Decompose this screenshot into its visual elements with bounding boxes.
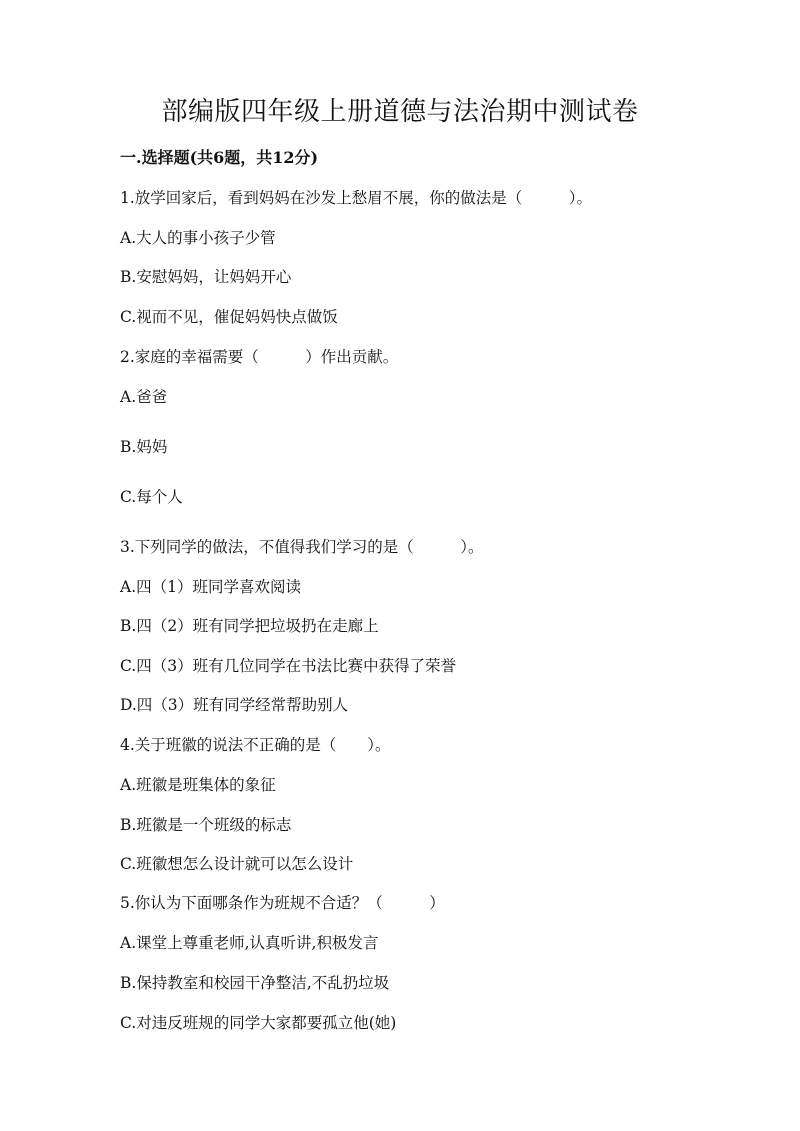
question-4-option-a: A.班徽是班集体的象征 — [120, 776, 276, 794]
question-2-option-b: B.妈妈 — [120, 438, 168, 456]
question-4-stem: 4.关于班徽的说法不正确的是（ ）。 — [120, 736, 391, 754]
question-3-option-b: B.四（2）班有同学把垃圾扔在走廊上 — [120, 617, 379, 635]
question-1-option-c: C.视而不见，催促妈妈快点做饭 — [120, 308, 338, 326]
question-4-option-c: C.班徽想怎么设计就可以怎么设计 — [120, 855, 354, 873]
question-2-option-a: A.爸爸 — [120, 388, 168, 406]
question-5-option-c: C.对违反班规的同学大家都要孤立他(她) — [120, 1014, 397, 1032]
question-5-stem: 5.你认为下面哪条作为班规不合适？（ ） — [120, 894, 445, 912]
question-3-stem: 3.下列同学的做法，不值得我们学习的是（ ）。 — [120, 538, 484, 556]
question-3-option-c: C.四（3）班有几位同学在书法比赛中获得了荣誉 — [120, 657, 457, 675]
question-2-option-c: C.每个人 — [120, 488, 183, 506]
question-3-option-d: D.四（3）班有同学经常帮助别人 — [120, 696, 349, 714]
question-3-option-a: A.四（1）班同学喜欢阅读 — [120, 578, 301, 596]
question-2-stem: 2.家庭的幸福需要（ ）作出贡献。 — [120, 348, 399, 366]
question-5-option-b: B.保持教室和校园干净整洁,不乱扔垃圾 — [120, 974, 390, 992]
section-header: 一.选择题(共6题，共12分) — [120, 148, 319, 167]
question-1-option-a: A.大人的事小孩子少管 — [120, 229, 276, 247]
question-1-option-b: B.安慰妈妈，让妈妈开心 — [120, 268, 292, 286]
page-title: 部编版四年级上册道德与法治期中测试卷 — [161, 97, 639, 127]
question-5-option-a: A.课堂上尊重老师,认真听讲,积极发言 — [120, 934, 379, 952]
question-4-option-b: B.班徽是一个班级的标志 — [120, 816, 292, 834]
question-1-stem: 1.放学回家后，看到妈妈在沙发上愁眉不展，你的做法是（ ）。 — [120, 189, 593, 207]
